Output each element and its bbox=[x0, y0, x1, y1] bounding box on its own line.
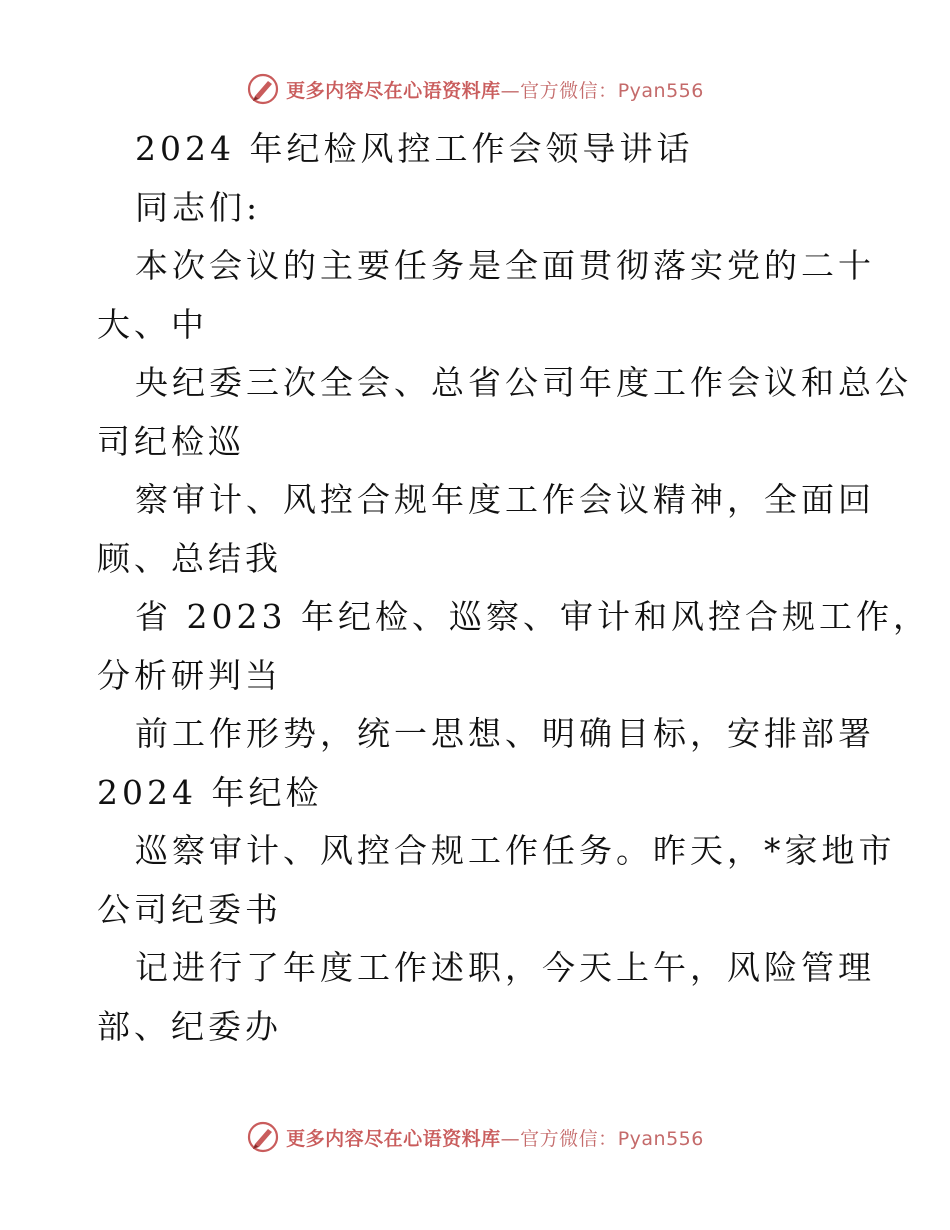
pen-seal-icon bbox=[246, 72, 280, 106]
watermark-text bbox=[286, 1124, 704, 1151]
watermark-separator: — bbox=[500, 1127, 521, 1150]
header-watermark bbox=[0, 72, 950, 106]
watermark-text bbox=[286, 76, 704, 103]
body-line: 前工作形势，统一思想、明确目标，安排部署 bbox=[135, 714, 875, 753]
watermark-separator: — bbox=[500, 79, 521, 102]
document-body bbox=[97, 120, 930, 1056]
watermark-label: 官方微信： bbox=[520, 79, 618, 102]
body-line: 巡察审计、风控合规工作任务。昨天，*家地市 bbox=[135, 831, 896, 870]
salutation: 同志们: bbox=[135, 187, 262, 227]
body-line: 本次会议的主要任务是全面贯彻落实党的二十 bbox=[135, 246, 875, 285]
body-line: 大、中 bbox=[97, 304, 208, 344]
body-line: 公司纪委书 bbox=[97, 889, 282, 929]
body-line: 分析研判当 bbox=[97, 655, 282, 695]
watermark-account: Pyan556 bbox=[617, 79, 704, 102]
body-line: 央纪委三次全会、总省公司年度工作会议和总公 bbox=[135, 363, 912, 402]
body-line: 2024 年纪检 bbox=[97, 772, 323, 812]
body-line: 察审计、风控合规年度工作会议精神，全面回 bbox=[135, 480, 875, 519]
watermark-main: 更多内容尽在心语资料库 bbox=[286, 79, 501, 102]
body-line: 记进行了年度工作述职，今天上午，风险管理 bbox=[135, 948, 875, 987]
body-line: 顾、总结我 bbox=[97, 538, 282, 578]
pen-seal-icon bbox=[246, 1120, 280, 1154]
document-title: 2024 年纪检风控工作会领导讲话 bbox=[135, 129, 694, 168]
body-line: 部、纪委办 bbox=[97, 1006, 282, 1046]
body-line: 省 2023 年纪检、巡察、审计和风控合规工作， bbox=[135, 597, 930, 636]
watermark-main: 更多内容尽在心语资料库 bbox=[286, 1127, 501, 1150]
watermark-label: 官方微信： bbox=[520, 1127, 618, 1150]
watermark-account: Pyan556 bbox=[617, 1127, 704, 1150]
footer-watermark bbox=[0, 1120, 950, 1154]
body-line: 司纪检巡 bbox=[97, 421, 245, 461]
